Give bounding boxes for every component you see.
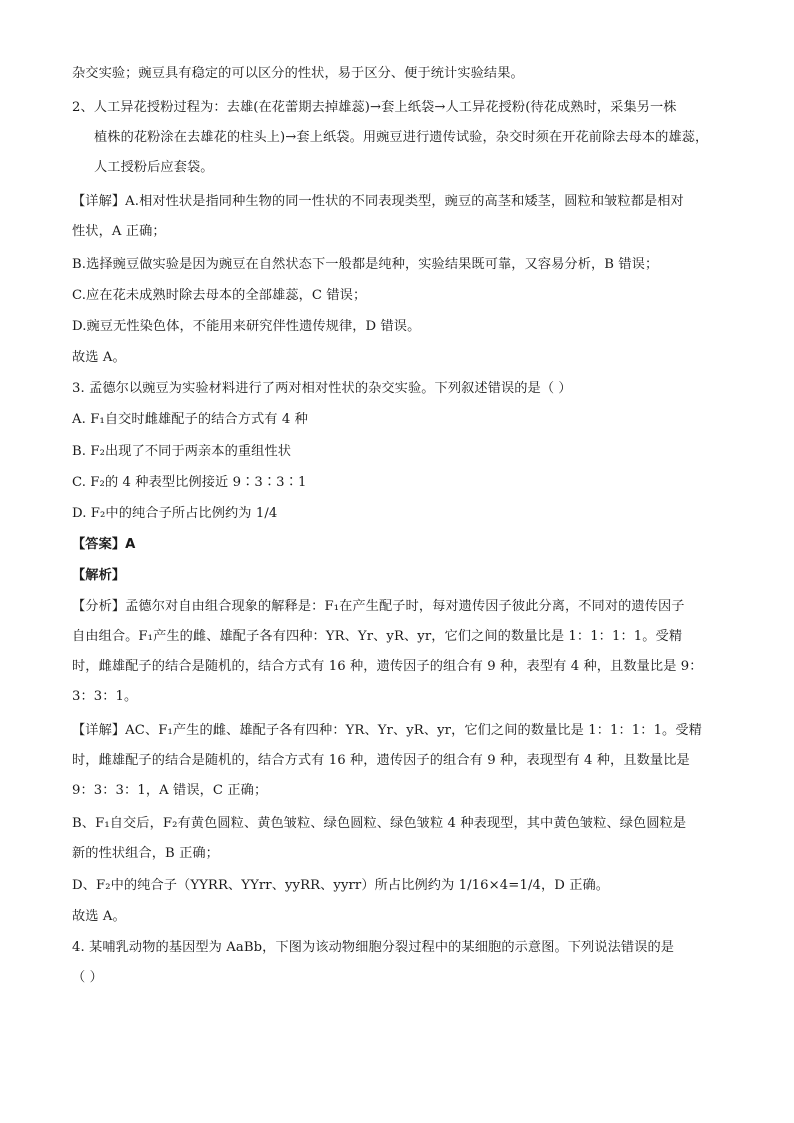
- text-line: B.选择豌豆做实验是因为豌豆在自然状态下一般都是纯种，实验结果既可靠，又容易分析，B 错误；: [72, 257, 659, 272]
- text-line: 时，雌雄配子的结合是随机的，结合方式有 16 种，遗传因子的组合有 9 种，表型有 4 种，且数量比是 9：: [72, 659, 703, 674]
- option-d: D. F₂中的纯合子所占比例约为 1/4: [72, 506, 278, 521]
- text-line: 故选 A。: [72, 350, 126, 365]
- text-line: 时，雌雄配子的结合是随机的，结合方式有 16 种，遗传因子的组合有 9 种，表现型有 4 种，且数量比是: [72, 753, 690, 768]
- answer-label: 【答案】A: [72, 537, 136, 552]
- text-line: 人工授粉后应套袋。: [94, 160, 214, 175]
- analysis-label: 【解析】: [72, 568, 126, 583]
- text-line: B、F₁自交后，F₂有黄色圆粒、黄色皱粒、绿色圆粒、绿色皱粒 4 种表现型，其中黄色皱粒、绿色圆粒是: [72, 816, 687, 831]
- option-c: C. F₂的 4 种表型比例接近 9∶3∶3∶1: [72, 475, 307, 490]
- text-line: 杂交实验；豌豆具有稳定的可以区分的性状，易于区分、便于统计实验结果。: [72, 66, 524, 81]
- question-stem: 3. 孟德尔以豌豆为实验材料进行了两对相对性状的杂交实验。下列叙述错误的是（ ）: [72, 381, 572, 396]
- text-line: D、F₂中的纯合子（YYRR、YYrr、yyRR、yyrr）所占比例约为 1/16×4=1/4，D 正确。: [72, 878, 610, 893]
- text-line: 【分析】孟德尔对自由组合现象的解释是：F₁在产生配子时，每对遗传因子彼此分离，不同对的遗传因子: [72, 599, 685, 614]
- option-b: B. F₂出现了不同于两亲本的重组性状: [72, 444, 292, 459]
- text-line: 植株的花粉涂在去雄花的柱头上)→套上纸袋。用豌豆进行遗传试验，杂交时须在开花前除去母本的雄蕊，: [94, 130, 709, 145]
- text-line: 性状，A 正确；: [72, 224, 166, 239]
- text-line: 【详解】AC、F₁产生的雌、雄配子各有四种：YR、Yr、yR、yr，它们之间的数量比是 1：1：1：1。受精: [72, 723, 702, 738]
- text-line: 【详解】A.相对性状是指同种生物的同一性状的不同表现类型，豌豆的高茎和矮茎，圆粒和皱粒都是相对: [72, 194, 684, 209]
- text-line: 故选 A。: [72, 909, 126, 924]
- text-line: 9：3：3：1，A 错误，C 正确；: [72, 783, 268, 798]
- text-line: C.应在花未成熟时除去母本的全部雄蕊，C 错误；: [72, 288, 367, 303]
- question-stem-bracket: （ ）: [72, 970, 103, 985]
- text-line: 自由组合。F₁产生的雌、雄配子各有四种：YR、Yr、yR、yr，它们之间的数量比是 1：1：1：1。受精: [72, 629, 683, 644]
- text-line: 3：3：1。: [72, 689, 138, 704]
- question-stem: 4. 某哺乳动物的基因型为 AaBb，下图为该动物细胞分裂过程中的某细胞的示意图。下列说法错误的是: [72, 940, 675, 955]
- text-line: 新的性状组合，B 正确；: [72, 846, 219, 861]
- option-a: A. F₁自交时雌雄配子的结合方式有 4 种: [72, 412, 308, 427]
- text-line: D.豌豆无性染色体，不能用来研究伴性遗传规律，D 错误。: [72, 319, 421, 334]
- text-line: 2、人工异花授粉过程为：去雄(在花蕾期去掉雄蕊)→套上纸袋→人工异花授粉(待花成熟时，采集另一株: [72, 100, 677, 115]
